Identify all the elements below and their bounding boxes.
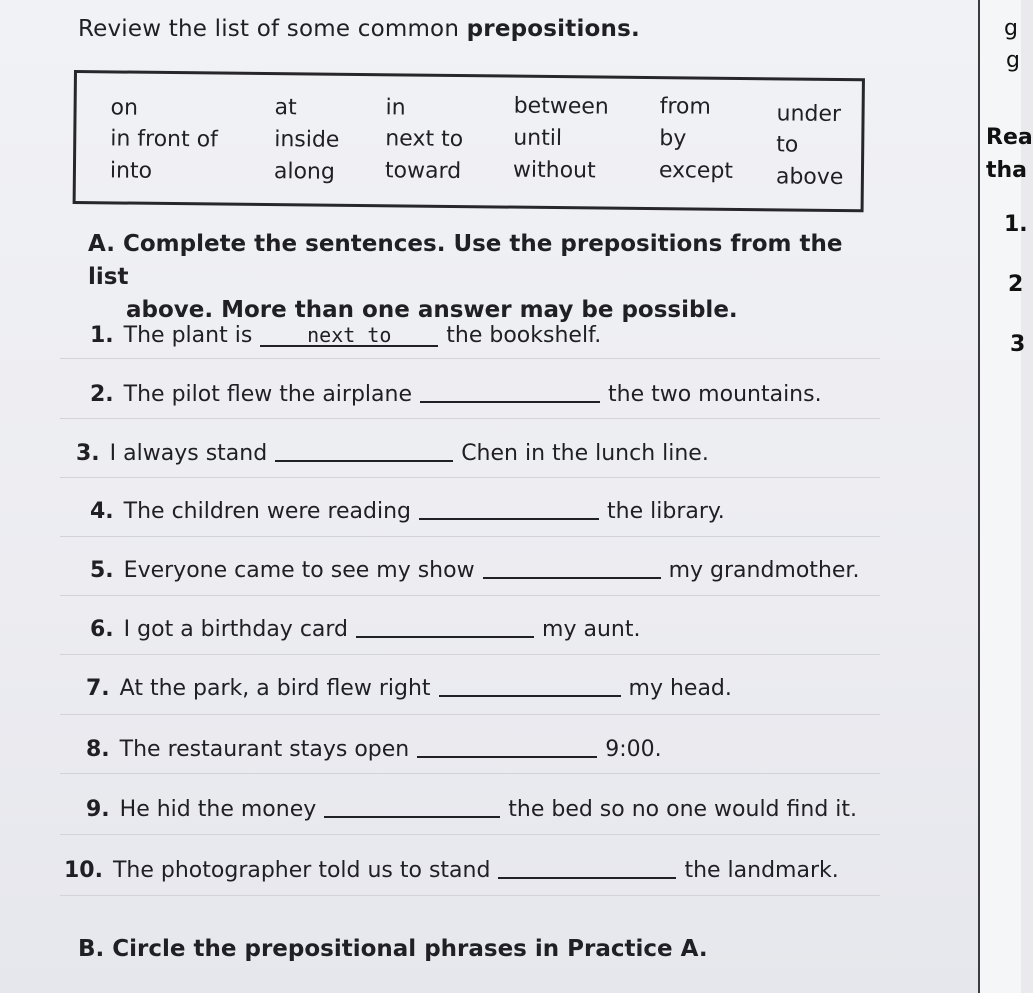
item-number: 10.	[64, 858, 103, 883]
facing-page-text: tha	[986, 158, 1028, 183]
preposition-word: in	[385, 95, 406, 121]
preposition-word: in front of	[110, 126, 218, 153]
ruled-line	[60, 477, 880, 478]
item-text-before: Everyone came to see my show	[123, 558, 475, 583]
answer-blank[interactable]	[483, 576, 661, 579]
preposition-word: except	[658, 158, 734, 184]
answer-blank[interactable]	[439, 694, 621, 697]
answer-field[interactable]: next to	[260, 325, 438, 347]
item-number: 4.	[90, 499, 114, 524]
preposition-word: under	[776, 101, 842, 128]
item-text-after: the bed so no one would find it.	[508, 797, 858, 822]
preposition-word: at	[274, 95, 297, 121]
preposition-word: between	[513, 93, 609, 120]
preposition-word: next to	[385, 126, 464, 153]
answer-blank[interactable]	[324, 815, 500, 818]
facing-page-edge	[978, 0, 1033, 993]
answer-blank[interactable]	[498, 876, 676, 879]
preposition-word: along	[273, 159, 336, 185]
facing-page-text: g	[1004, 16, 1018, 41]
section-a-line-2: above. More than one answer may be possible.	[126, 297, 738, 323]
facing-page-text: g	[1006, 48, 1020, 73]
item-text-after: my grandmother.	[668, 558, 860, 583]
preposition-word: to	[776, 132, 799, 158]
item-number: 1.	[90, 323, 114, 348]
sentence-item-7	[86, 676, 732, 701]
sentence-item-8	[86, 737, 662, 762]
sentence-item-9	[86, 797, 857, 822]
preposition-word: into	[109, 158, 153, 184]
item-number: 3.	[76, 441, 100, 466]
preposition-word: toward	[384, 158, 462, 185]
preposition-word: until	[513, 125, 563, 152]
item-number: 9.	[86, 797, 110, 822]
preposition-box	[73, 70, 865, 212]
ruled-line	[60, 595, 880, 596]
ruled-line	[60, 536, 880, 537]
sentence-item-3	[76, 441, 709, 466]
item-text-before: At the park, a bird flew right	[119, 676, 431, 701]
item-text-before: The pilot flew the airplane	[123, 382, 413, 407]
preposition-word: without	[512, 157, 596, 184]
item-text-before: I got a birthday card	[123, 617, 349, 642]
intro-prefix: Review the list of some common	[78, 16, 467, 42]
answer-blank[interactable]	[275, 459, 453, 462]
sentence-item-5	[90, 558, 859, 583]
item-text-after: the landmark.	[684, 858, 839, 883]
preposition-word: from	[659, 94, 711, 120]
sentence-item-4	[90, 499, 725, 524]
item-text-before: I always stand	[109, 441, 268, 466]
facing-page-text: Rea	[986, 125, 1033, 150]
item-text-after: the library.	[607, 499, 725, 524]
item-text-before: The restaurant stays open	[119, 737, 410, 762]
facing-page-text: 2	[1008, 272, 1024, 297]
item-text-before: He hid the money	[119, 797, 317, 822]
ruled-line	[60, 834, 880, 835]
section-a-line-1: A. Complete the sentences. Use the prepositions from the list	[88, 231, 843, 290]
facing-page-text: 1.	[1004, 212, 1028, 237]
item-number: 2.	[90, 382, 114, 407]
item-text-before: The children were reading	[123, 499, 412, 524]
answer-blank[interactable]	[356, 635, 534, 638]
answer-blank[interactable]	[420, 400, 600, 403]
intro-text	[78, 16, 640, 42]
item-text-after: Chen in the lunch line.	[461, 441, 709, 466]
answer-blank[interactable]	[419, 517, 599, 520]
sentence-item-10	[64, 858, 839, 883]
answer-blank[interactable]	[417, 755, 597, 758]
sentence-item-6	[90, 617, 640, 642]
item-text-after: my aunt.	[542, 617, 641, 642]
preposition-word: above	[775, 164, 844, 191]
section-a-instructions	[88, 228, 868, 327]
sentence-item-2	[90, 382, 822, 407]
item-number: 7.	[86, 676, 110, 701]
item-text-after: the bookshelf.	[446, 323, 602, 348]
item-text-before: The plant is	[123, 323, 253, 348]
ruled-line	[60, 654, 880, 655]
ruled-line	[60, 418, 880, 419]
ruled-line	[60, 714, 880, 715]
section-b-instruction: B. Circle the prepositional phrases in Practice A.	[78, 936, 708, 962]
item-text-after: the two mountains.	[608, 382, 822, 407]
item-number: 8.	[86, 737, 110, 762]
item-text-after: my head.	[628, 676, 732, 701]
preposition-word: by	[659, 126, 687, 152]
ruled-line	[60, 895, 880, 896]
facing-page-text: 3	[1010, 332, 1026, 357]
item-text-before: The photographer told us to stand	[112, 858, 491, 883]
item-number: 6.	[90, 617, 114, 642]
item-number: 5.	[90, 558, 114, 583]
ruled-line	[60, 773, 880, 774]
preposition-word: inside	[274, 127, 340, 153]
sentence-item-1	[90, 323, 601, 348]
item-text-after: 9:00.	[605, 737, 662, 762]
ruled-line	[60, 358, 880, 359]
preposition-word: on	[110, 95, 139, 121]
intro-bold: prepositions.	[466, 16, 640, 42]
